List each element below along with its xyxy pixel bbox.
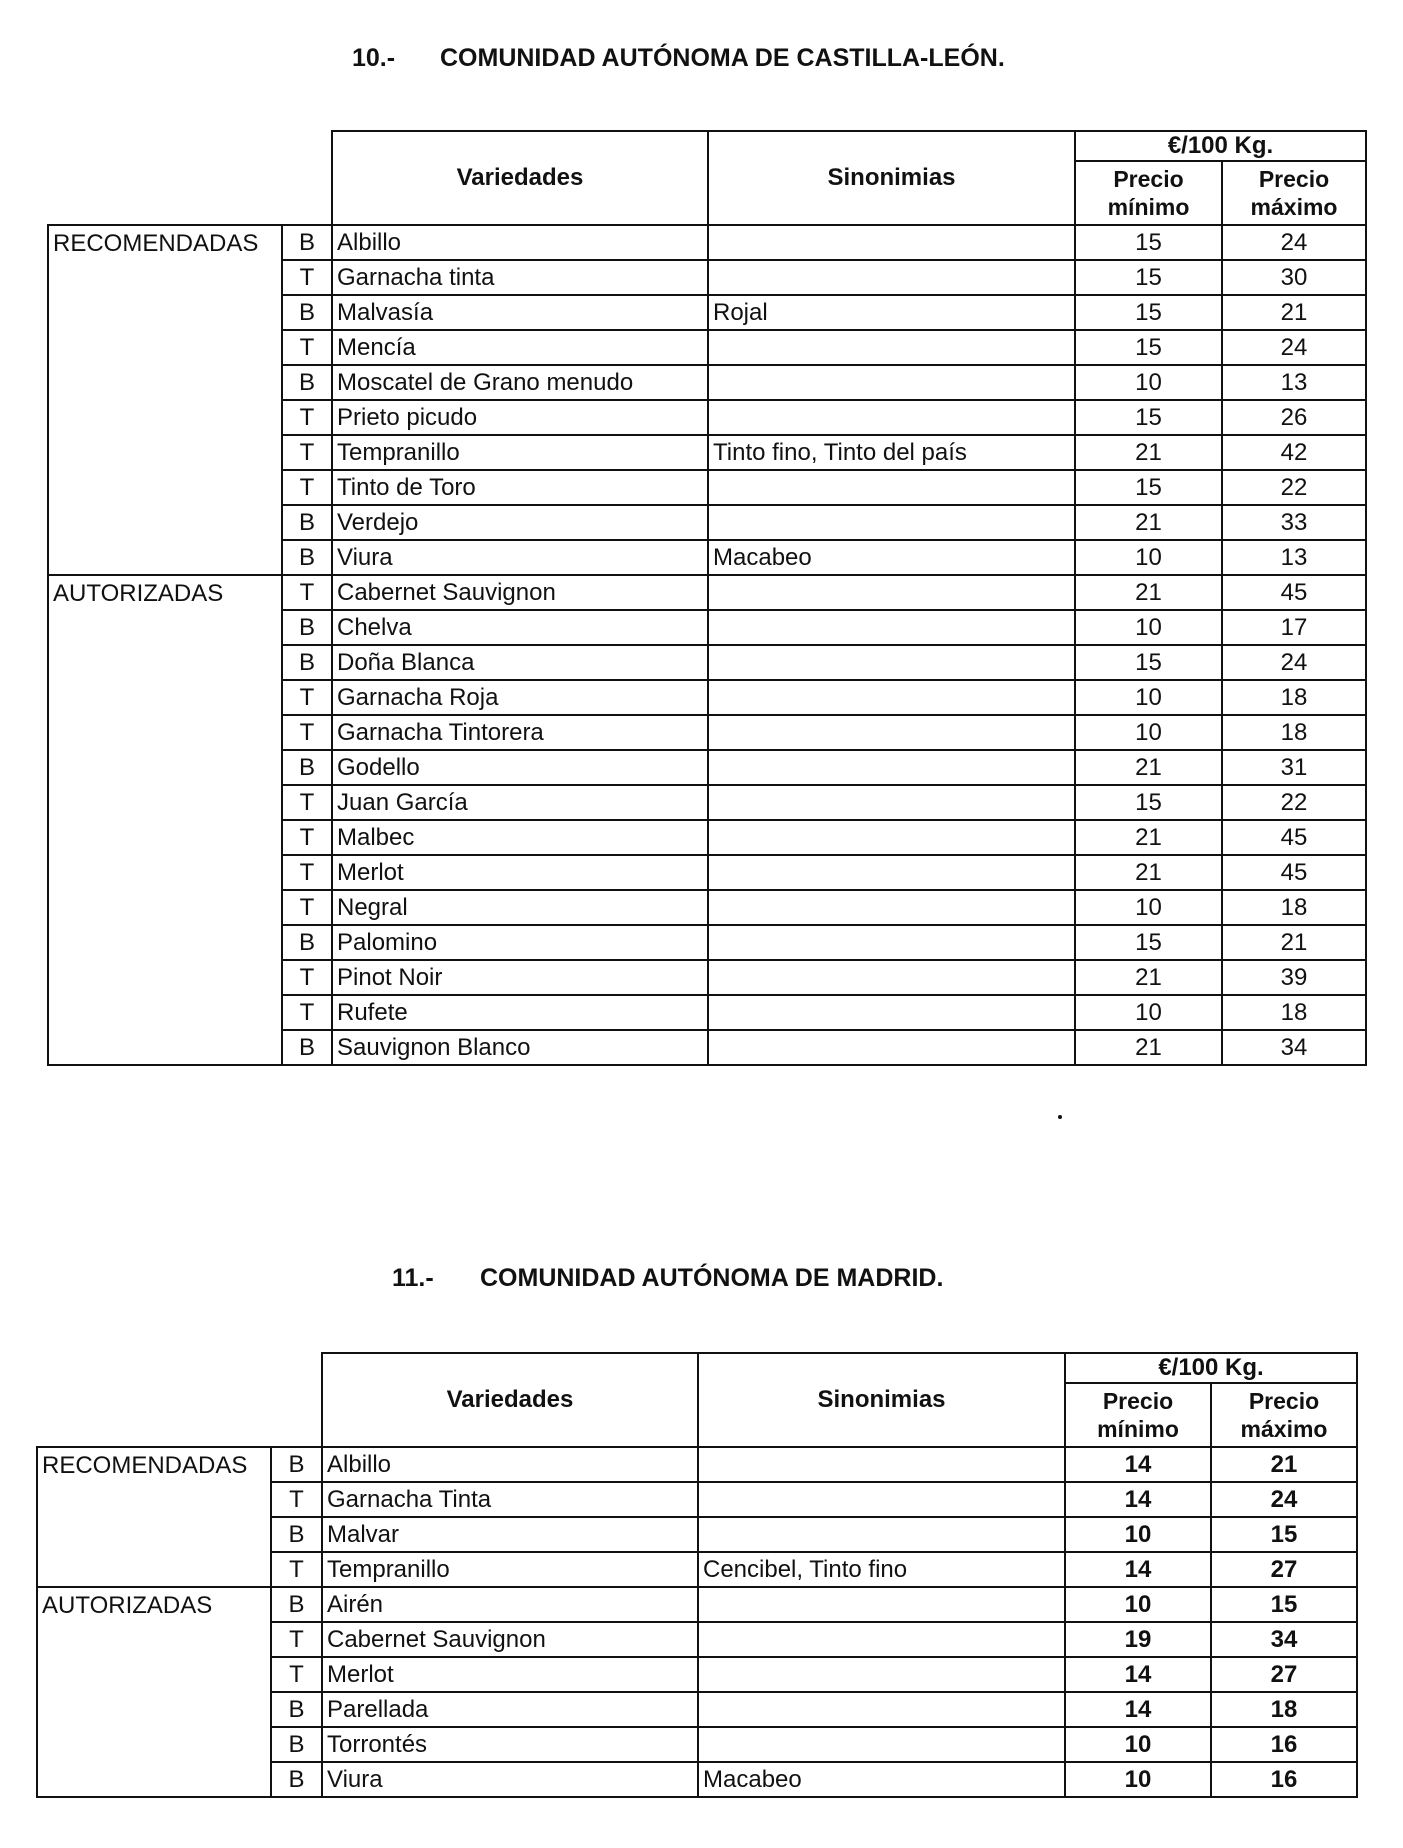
variety-name: Viura <box>332 540 708 575</box>
synonym <box>708 855 1075 890</box>
header-max-price: Precio máximo <box>1211 1383 1357 1447</box>
min-price: 10 <box>1065 1587 1211 1622</box>
max-price: 15 <box>1211 1587 1357 1622</box>
header-max-price: Precio máximo <box>1222 161 1366 225</box>
synonym <box>708 610 1075 645</box>
max-price: 31 <box>1222 750 1366 785</box>
synonym: Macabeo <box>698 1762 1065 1797</box>
synonym <box>708 225 1075 260</box>
variety-name: Juan García <box>332 785 708 820</box>
variety-name: Albillo <box>322 1447 698 1482</box>
variety-name: Moscatel de Grano menudo <box>332 365 708 400</box>
min-price: 10 <box>1075 890 1222 925</box>
min-price: 21 <box>1075 750 1222 785</box>
section-title: COMUNIDAD AUTÓNOMA DE CASTILLA-LEÓN. <box>440 44 1005 72</box>
max-price: 27 <box>1211 1552 1357 1587</box>
variety-name: Garnacha tinta <box>332 260 708 295</box>
min-price: 14 <box>1065 1657 1211 1692</box>
min-price: 21 <box>1075 435 1222 470</box>
color-code: T <box>282 575 332 610</box>
max-price: 16 <box>1211 1727 1357 1762</box>
color-code: T <box>282 855 332 890</box>
variety-name: Merlot <box>322 1657 698 1692</box>
color-code: B <box>282 645 332 680</box>
synonym <box>708 925 1075 960</box>
header-min-price: Precio mínimo <box>1075 161 1222 225</box>
variety-name: Godello <box>332 750 708 785</box>
header-synonyms: Sinonimias <box>698 1353 1065 1447</box>
min-price: 14 <box>1065 1692 1211 1727</box>
max-price: 27 <box>1211 1657 1357 1692</box>
synonym <box>708 575 1075 610</box>
synonym <box>698 1482 1065 1517</box>
variety-name: Tempranillo <box>322 1552 698 1587</box>
category-label: AUTORIZADAS <box>48 575 282 1065</box>
variety-name: Torrontés <box>322 1727 698 1762</box>
max-price: 13 <box>1222 365 1366 400</box>
variety-name: Merlot <box>332 855 708 890</box>
max-price: 24 <box>1222 645 1366 680</box>
color-code: T <box>282 960 332 995</box>
color-code: T <box>282 260 332 295</box>
header-varieties: Variedades <box>332 131 708 225</box>
max-price: 34 <box>1211 1622 1357 1657</box>
variety-name: Chelva <box>332 610 708 645</box>
color-code: B <box>282 505 332 540</box>
varieties-price-table <box>36 1352 1358 1798</box>
max-price: 42 <box>1222 435 1366 470</box>
section-number: 11.- <box>392 1264 434 1292</box>
synonym <box>708 785 1075 820</box>
color-code: T <box>282 715 332 750</box>
color-code: B <box>282 925 332 960</box>
section-heading <box>352 44 1005 73</box>
variety-name: Negral <box>332 890 708 925</box>
color-code: B <box>282 1030 332 1065</box>
section-heading <box>392 1264 943 1293</box>
min-price: 21 <box>1075 960 1222 995</box>
min-price: 14 <box>1065 1482 1211 1517</box>
header-min-price: Precio mínimo <box>1065 1383 1211 1447</box>
color-code: B <box>271 1762 322 1797</box>
category-label: RECOMENDADAS <box>37 1447 271 1587</box>
max-price: 45 <box>1222 855 1366 890</box>
color-code: T <box>271 1552 322 1587</box>
synonym <box>698 1517 1065 1552</box>
min-price: 10 <box>1075 715 1222 750</box>
max-price: 22 <box>1222 785 1366 820</box>
color-code: B <box>271 1727 322 1762</box>
max-price: 18 <box>1222 995 1366 1030</box>
color-code: T <box>271 1482 322 1517</box>
header-varieties: Variedades <box>322 1353 698 1447</box>
color-code: T <box>282 820 332 855</box>
min-price: 15 <box>1075 470 1222 505</box>
synonym <box>698 1447 1065 1482</box>
header-synonyms: Sinonimias <box>708 131 1075 225</box>
max-price: 34 <box>1222 1030 1366 1065</box>
synonym: Rojal <box>708 295 1075 330</box>
max-price: 21 <box>1211 1447 1357 1482</box>
max-price: 33 <box>1222 505 1366 540</box>
variety-name: Airén <box>322 1587 698 1622</box>
min-price: 10 <box>1075 610 1222 645</box>
synonym <box>708 680 1075 715</box>
section-title: COMUNIDAD AUTÓNOMA DE MADRID. <box>480 1264 944 1292</box>
variety-name: Doña Blanca <box>332 645 708 680</box>
variety-name: Garnacha Tintorera <box>332 715 708 750</box>
synonym <box>708 960 1075 995</box>
table-row <box>37 1587 1357 1622</box>
color-code: B <box>282 540 332 575</box>
synonym <box>708 890 1075 925</box>
synonym: Macabeo <box>708 540 1075 575</box>
color-code: T <box>282 995 332 1030</box>
min-price: 10 <box>1065 1762 1211 1797</box>
synonym <box>698 1587 1065 1622</box>
min-price: 21 <box>1075 505 1222 540</box>
max-price: 39 <box>1222 960 1366 995</box>
synonym <box>708 645 1075 680</box>
synonym <box>708 750 1075 785</box>
stray-dot <box>1058 1115 1062 1119</box>
color-code: B <box>282 365 332 400</box>
min-price: 14 <box>1065 1552 1211 1587</box>
max-price: 21 <box>1222 925 1366 960</box>
color-code: T <box>282 470 332 505</box>
min-price: 21 <box>1075 820 1222 855</box>
variety-name: Parellada <box>322 1692 698 1727</box>
color-code: T <box>282 435 332 470</box>
table-row <box>48 575 1366 610</box>
max-price: 24 <box>1211 1482 1357 1517</box>
synonym <box>708 995 1075 1030</box>
min-price: 21 <box>1075 1030 1222 1065</box>
color-code: B <box>282 225 332 260</box>
min-price: 21 <box>1075 575 1222 610</box>
header-price-unit: €/100 Kg. <box>1065 1353 1357 1383</box>
variety-name: Rufete <box>332 995 708 1030</box>
color-code: T <box>282 890 332 925</box>
min-price: 10 <box>1075 995 1222 1030</box>
min-price: 10 <box>1065 1727 1211 1762</box>
min-price: 10 <box>1065 1517 1211 1552</box>
color-code: B <box>271 1587 322 1622</box>
color-code: T <box>282 330 332 365</box>
variety-name: Palomino <box>332 925 708 960</box>
color-code: B <box>271 1692 322 1727</box>
variety-name: Garnacha Tinta <box>322 1482 698 1517</box>
max-price: 45 <box>1222 575 1366 610</box>
variety-name: Tempranillo <box>332 435 708 470</box>
variety-name: Malvasía <box>332 295 708 330</box>
synonym <box>698 1727 1065 1762</box>
color-code: T <box>282 400 332 435</box>
color-code: B <box>271 1447 322 1482</box>
max-price: 22 <box>1222 470 1366 505</box>
variety-name: Pinot Noir <box>332 960 708 995</box>
color-code: T <box>282 680 332 715</box>
min-price: 15 <box>1075 925 1222 960</box>
header-price-unit: €/100 Kg. <box>1075 131 1366 161</box>
min-price: 19 <box>1065 1622 1211 1657</box>
variety-name: Cabernet Sauvignon <box>332 575 708 610</box>
max-price: 18 <box>1222 890 1366 925</box>
min-price: 14 <box>1065 1447 1211 1482</box>
variety-name: Sauvignon Blanco <box>332 1030 708 1065</box>
category-label: AUTORIZADAS <box>37 1587 271 1797</box>
max-price: 16 <box>1211 1762 1357 1797</box>
min-price: 15 <box>1075 295 1222 330</box>
synonym <box>708 260 1075 295</box>
min-price: 15 <box>1075 225 1222 260</box>
max-price: 21 <box>1222 295 1366 330</box>
synonym <box>698 1692 1065 1727</box>
synonym <box>698 1657 1065 1692</box>
variety-name: Viura <box>322 1762 698 1797</box>
color-code: T <box>271 1657 322 1692</box>
min-price: 10 <box>1075 540 1222 575</box>
variety-name: Mencía <box>332 330 708 365</box>
max-price: 26 <box>1222 400 1366 435</box>
max-price: 18 <box>1222 680 1366 715</box>
max-price: 24 <box>1222 330 1366 365</box>
min-price: 15 <box>1075 330 1222 365</box>
max-price: 18 <box>1222 715 1366 750</box>
color-code: T <box>282 785 332 820</box>
synonym <box>708 400 1075 435</box>
variety-name: Cabernet Sauvignon <box>322 1622 698 1657</box>
min-price: 15 <box>1075 785 1222 820</box>
max-price: 17 <box>1222 610 1366 645</box>
synonym: Tinto fino, Tinto del país <box>708 435 1075 470</box>
min-price: 21 <box>1075 855 1222 890</box>
min-price: 15 <box>1075 260 1222 295</box>
color-code: B <box>282 750 332 785</box>
synonym <box>708 365 1075 400</box>
synonym <box>708 715 1075 750</box>
variety-name: Malvar <box>322 1517 698 1552</box>
color-code: B <box>282 610 332 645</box>
synonym <box>708 330 1075 365</box>
max-price: 45 <box>1222 820 1366 855</box>
min-price: 10 <box>1075 680 1222 715</box>
color-code: B <box>271 1517 322 1552</box>
variety-name: Verdejo <box>332 505 708 540</box>
variety-name: Tinto de Toro <box>332 470 708 505</box>
synonym <box>708 820 1075 855</box>
color-code: B <box>282 295 332 330</box>
synonym <box>708 505 1075 540</box>
synonym: Cencibel, Tinto fino <box>698 1552 1065 1587</box>
max-price: 13 <box>1222 540 1366 575</box>
min-price: 15 <box>1075 400 1222 435</box>
table-row <box>37 1447 1357 1482</box>
max-price: 24 <box>1222 225 1366 260</box>
category-label: RECOMENDADAS <box>48 225 282 575</box>
synonym <box>708 470 1075 505</box>
max-price: 15 <box>1211 1517 1357 1552</box>
variety-name: Malbec <box>332 820 708 855</box>
section-number: 10.- <box>352 44 396 72</box>
synonym <box>698 1622 1065 1657</box>
variety-name: Garnacha Roja <box>332 680 708 715</box>
min-price: 15 <box>1075 645 1222 680</box>
varieties-price-table <box>47 130 1367 1066</box>
max-price: 30 <box>1222 260 1366 295</box>
synonym <box>708 1030 1075 1065</box>
min-price: 10 <box>1075 365 1222 400</box>
variety-name: Prieto picudo <box>332 400 708 435</box>
max-price: 18 <box>1211 1692 1357 1727</box>
table-row <box>48 225 1366 260</box>
color-code: T <box>271 1622 322 1657</box>
variety-name: Albillo <box>332 225 708 260</box>
